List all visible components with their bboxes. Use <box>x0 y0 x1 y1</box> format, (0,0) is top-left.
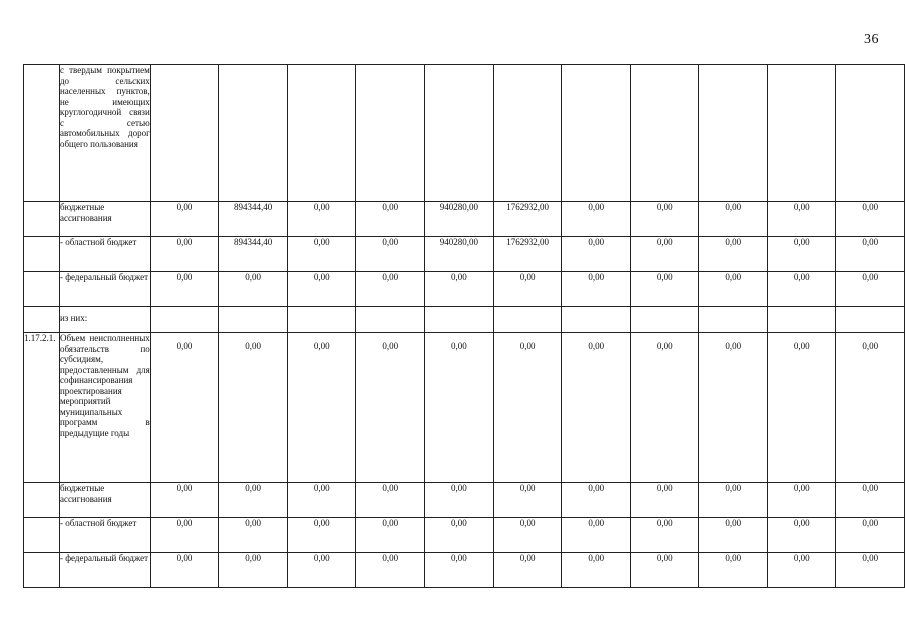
value-cell <box>630 65 699 202</box>
value-cell: 0,00 <box>356 483 425 518</box>
value-cell: 894344,40 <box>219 202 288 237</box>
value-cell <box>287 65 356 202</box>
value-cell: 0,00 <box>630 518 699 553</box>
value-cell: 0,00 <box>356 272 425 307</box>
value-cell: 0,00 <box>493 518 562 553</box>
value-cell: 0,00 <box>562 333 631 483</box>
value-cell: 0,00 <box>767 518 836 553</box>
row-code-cell <box>24 202 60 237</box>
table-row <box>24 333 905 483</box>
row-code-cell: 1.17.2.1. <box>24 333 60 483</box>
value-cell: 0,00 <box>699 272 768 307</box>
value-cell: 0,00 <box>424 518 493 553</box>
value-cell: 0,00 <box>356 202 425 237</box>
value-cell <box>699 65 768 202</box>
row-description-cell: - федеральный бюджет <box>59 272 150 307</box>
budget-table <box>23 64 905 588</box>
value-cell <box>219 307 288 333</box>
value-cell <box>562 65 631 202</box>
value-cell: 0,00 <box>562 272 631 307</box>
value-cell: 0,00 <box>630 553 699 588</box>
value-cell: 0,00 <box>219 333 288 483</box>
value-cell: 940280,00 <box>424 237 493 272</box>
value-cell: 0,00 <box>219 518 288 553</box>
table-row <box>24 307 905 333</box>
value-cell: 0,00 <box>767 333 836 483</box>
value-cell <box>493 65 562 202</box>
value-cell <box>287 307 356 333</box>
value-cell: 0,00 <box>630 483 699 518</box>
row-description-cell: - федеральный бюджет <box>59 553 150 588</box>
value-cell: 0,00 <box>836 202 905 237</box>
value-cell <box>150 65 219 202</box>
value-cell: 0,00 <box>493 272 562 307</box>
value-cell: 0,00 <box>699 518 768 553</box>
value-cell: 0,00 <box>699 202 768 237</box>
row-code-cell <box>24 553 60 588</box>
table-row <box>24 237 905 272</box>
value-cell: 0,00 <box>356 553 425 588</box>
value-cell: 0,00 <box>630 202 699 237</box>
value-cell: 0,00 <box>287 518 356 553</box>
row-description-cell: - областной бюджет <box>59 237 150 272</box>
row-description-cell: бюджетные ассигнования <box>59 483 150 518</box>
table-row <box>24 483 905 518</box>
value-cell <box>356 307 425 333</box>
value-cell: 894344,40 <box>219 237 288 272</box>
row-code-cell <box>24 272 60 307</box>
value-cell <box>767 65 836 202</box>
table-row <box>24 65 905 202</box>
value-cell: 0,00 <box>424 553 493 588</box>
value-cell: 0,00 <box>287 202 356 237</box>
value-cell: 0,00 <box>699 553 768 588</box>
row-code-cell <box>24 237 60 272</box>
value-cell: 0,00 <box>493 483 562 518</box>
value-cell: 0,00 <box>356 333 425 483</box>
value-cell <box>699 307 768 333</box>
value-cell: 0,00 <box>424 333 493 483</box>
value-cell: 0,00 <box>356 518 425 553</box>
value-cell: 0,00 <box>836 333 905 483</box>
value-cell: 0,00 <box>630 333 699 483</box>
value-cell: 0,00 <box>767 272 836 307</box>
value-cell: 0,00 <box>767 237 836 272</box>
row-description-cell: с твердым покрытием до сельских населенных пунктов, не имеющих круглогодичной связи с сетью автомобильных дорог общего пользования <box>59 65 150 202</box>
value-cell: 0,00 <box>493 333 562 483</box>
value-cell: 0,00 <box>699 333 768 483</box>
value-cell <box>219 65 288 202</box>
value-cell: 0,00 <box>836 553 905 588</box>
value-cell <box>630 307 699 333</box>
value-cell: 940280,00 <box>424 202 493 237</box>
value-cell: 0,00 <box>150 237 219 272</box>
row-code-cell <box>24 518 60 553</box>
value-cell: 0,00 <box>150 333 219 483</box>
row-description-cell: из них: <box>59 307 150 333</box>
row-code-cell <box>24 483 60 518</box>
value-cell: 0,00 <box>493 553 562 588</box>
value-cell: 0,00 <box>150 518 219 553</box>
value-cell: 0,00 <box>836 518 905 553</box>
value-cell: 0,00 <box>287 333 356 483</box>
row-code-cell <box>24 65 60 202</box>
value-cell: 0,00 <box>219 483 288 518</box>
value-cell: 0,00 <box>630 237 699 272</box>
value-cell <box>836 65 905 202</box>
value-cell: 0,00 <box>287 237 356 272</box>
value-cell <box>767 307 836 333</box>
value-cell: 0,00 <box>356 237 425 272</box>
value-cell: 0,00 <box>287 483 356 518</box>
table-row <box>24 518 905 553</box>
value-cell: 0,00 <box>699 483 768 518</box>
value-cell <box>493 307 562 333</box>
table-row <box>24 553 905 588</box>
value-cell: 0,00 <box>150 483 219 518</box>
table-body <box>24 65 905 588</box>
value-cell <box>150 307 219 333</box>
row-code-cell <box>24 307 60 333</box>
value-cell: 0,00 <box>219 272 288 307</box>
value-cell <box>424 307 493 333</box>
table-row <box>24 202 905 237</box>
value-cell: 0,00 <box>630 272 699 307</box>
value-cell: 0,00 <box>767 483 836 518</box>
value-cell <box>836 307 905 333</box>
value-cell: 1762932,00 <box>493 202 562 237</box>
value-cell: 0,00 <box>836 237 905 272</box>
value-cell: 0,00 <box>562 553 631 588</box>
value-cell: 0,00 <box>767 202 836 237</box>
value-cell <box>562 307 631 333</box>
value-cell: 0,00 <box>424 272 493 307</box>
value-cell: 0,00 <box>150 202 219 237</box>
value-cell: 0,00 <box>562 202 631 237</box>
row-description-cell: Объем неисполненных обязательств по субсидиям, предоставленным для софинансирования проектирования мероприятий муниципальных программ в предыдущие годы <box>59 333 150 483</box>
value-cell: 0,00 <box>424 483 493 518</box>
value-cell <box>356 65 425 202</box>
value-cell: 1762932,00 <box>493 237 562 272</box>
value-cell: 0,00 <box>562 518 631 553</box>
value-cell: 0,00 <box>287 272 356 307</box>
value-cell: 0,00 <box>767 553 836 588</box>
row-description-cell: бюджетные ассигнования <box>59 202 150 237</box>
value-cell: 0,00 <box>150 553 219 588</box>
value-cell: 0,00 <box>150 272 219 307</box>
row-description-cell: - областной бюджет <box>59 518 150 553</box>
value-cell: 0,00 <box>287 553 356 588</box>
value-cell: 0,00 <box>219 553 288 588</box>
value-cell <box>424 65 493 202</box>
page-number: 36 <box>864 32 879 47</box>
value-cell: 0,00 <box>699 237 768 272</box>
value-cell: 0,00 <box>836 272 905 307</box>
table-row <box>24 272 905 307</box>
value-cell: 0,00 <box>836 483 905 518</box>
value-cell: 0,00 <box>562 483 631 518</box>
value-cell: 0,00 <box>562 237 631 272</box>
